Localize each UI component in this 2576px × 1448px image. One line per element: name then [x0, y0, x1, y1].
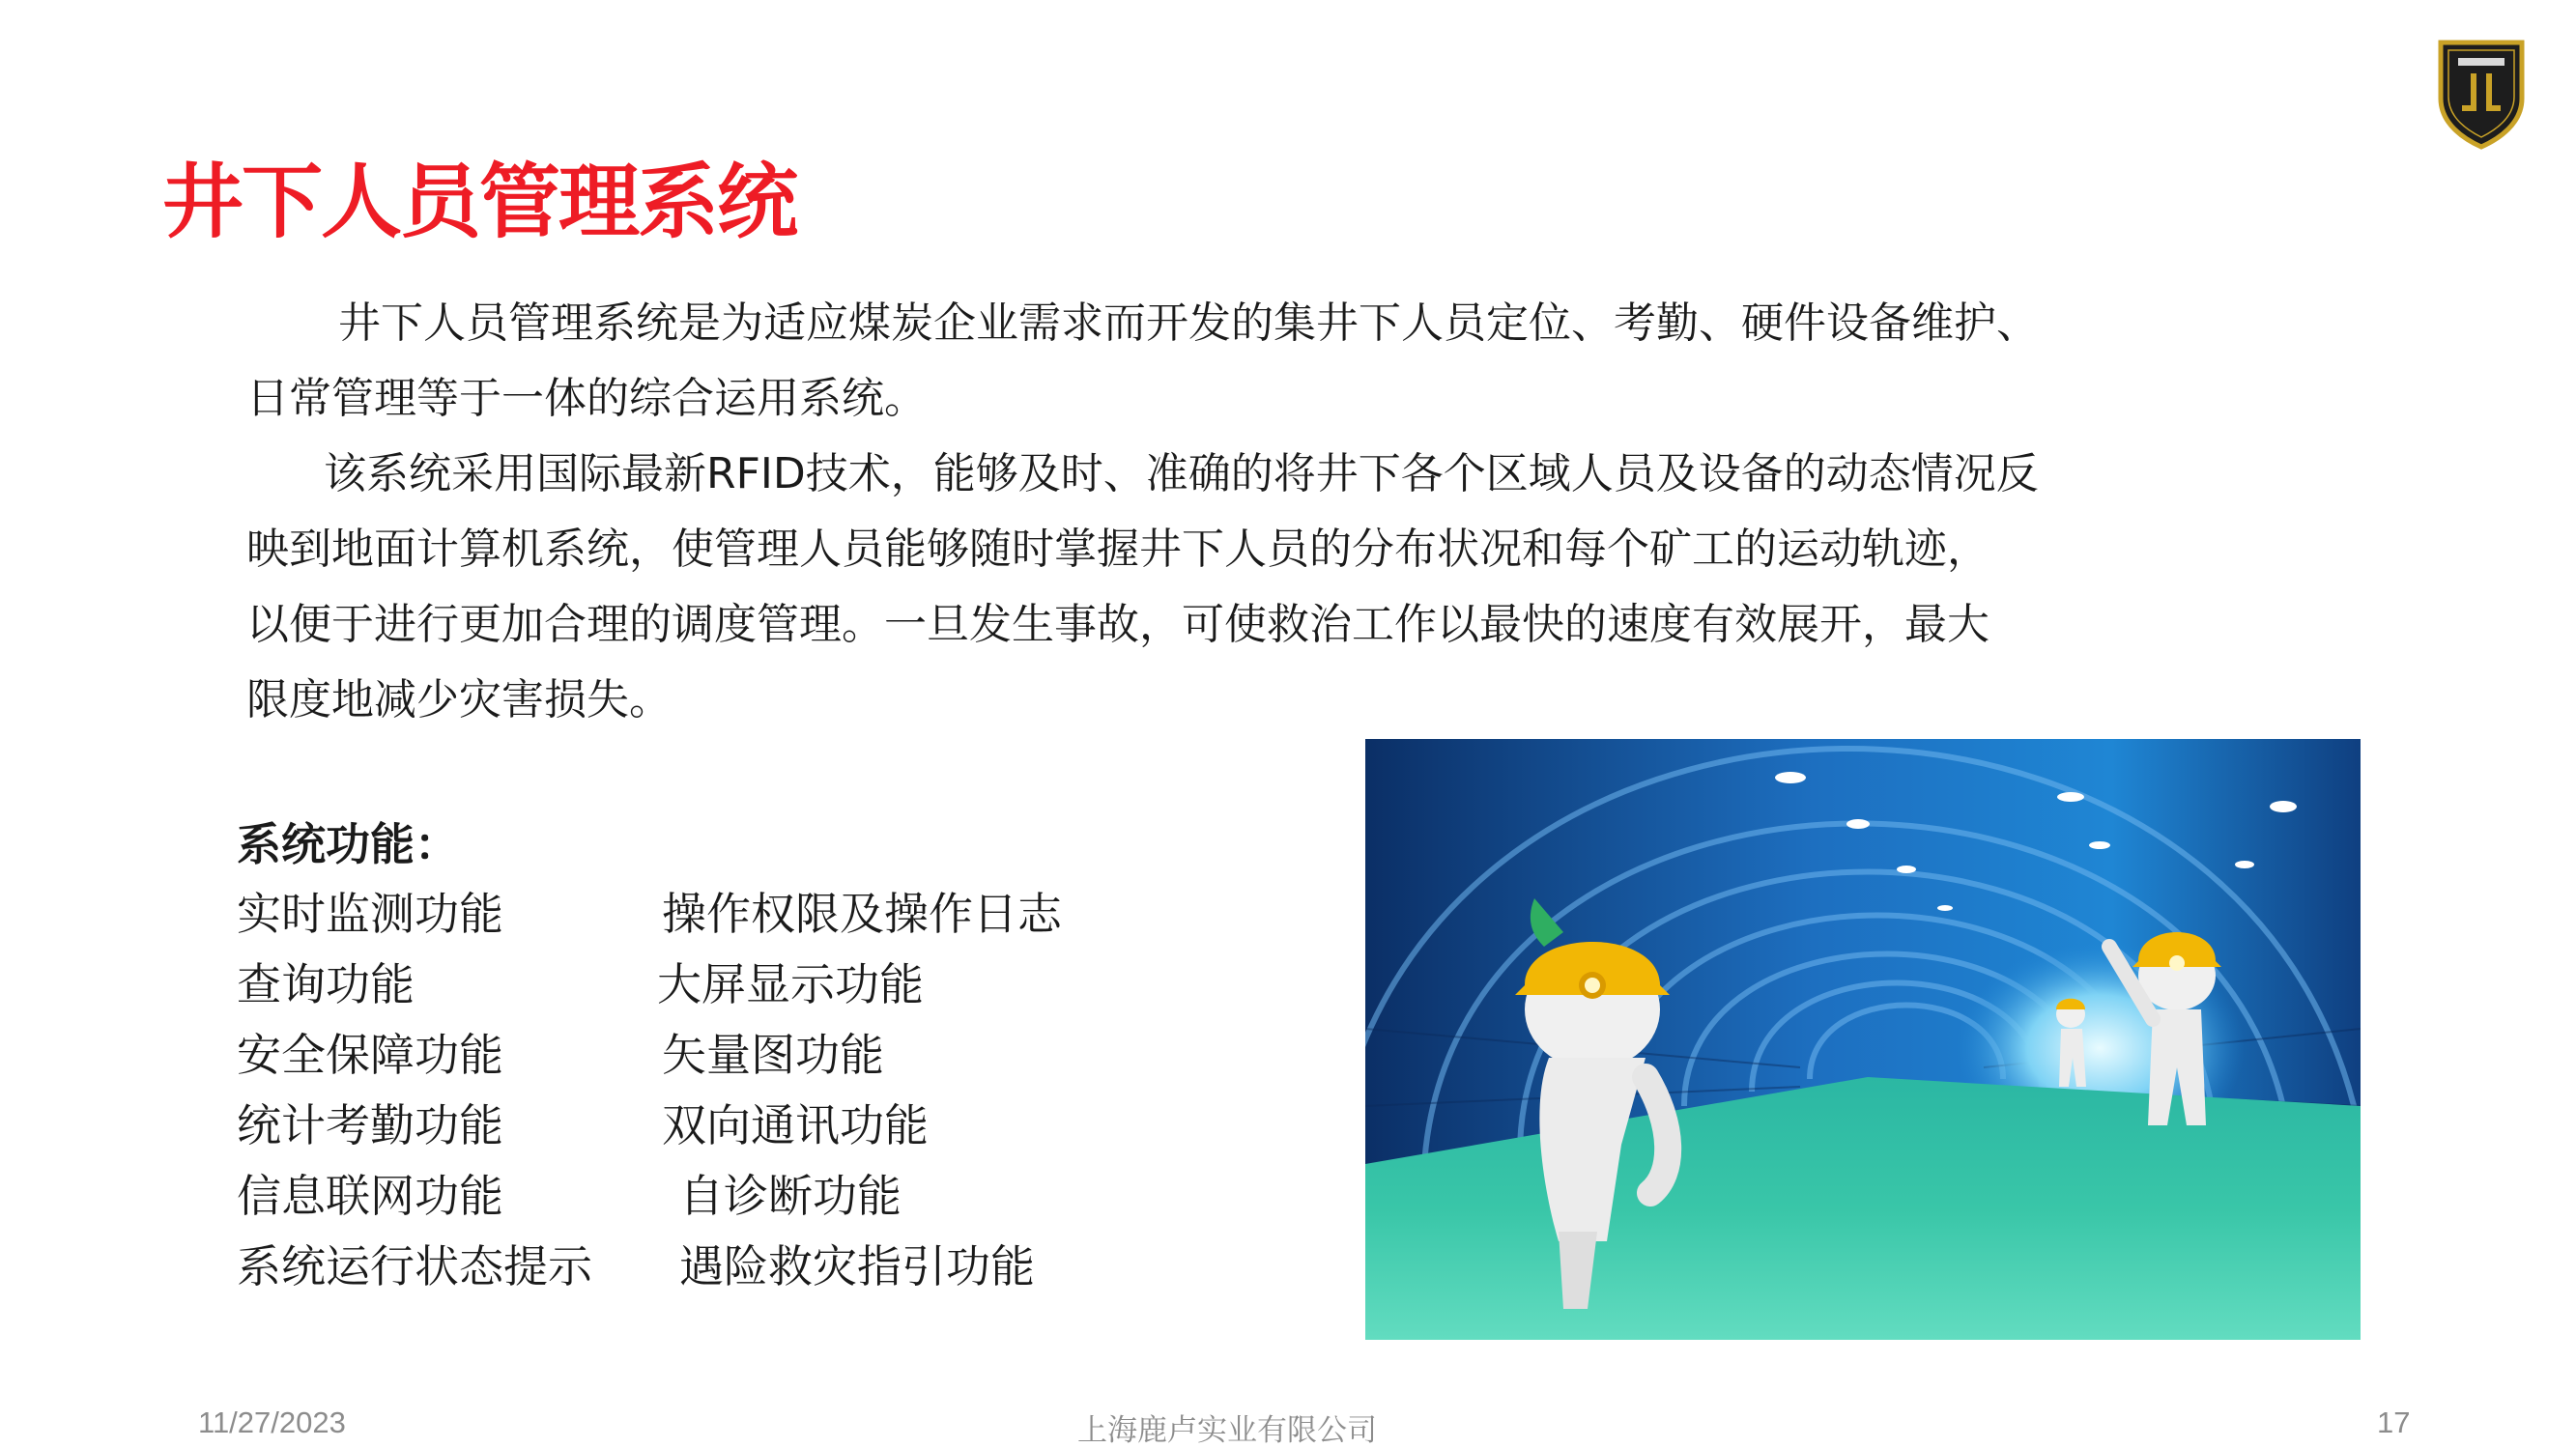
feature-item: 大屏显示功能 [657, 958, 924, 1010]
feature-item: 信息联网功能 [237, 1170, 503, 1222]
feature-item: 双向通讯功能 [662, 1099, 929, 1151]
company-shield-logo-icon [2435, 39, 2528, 151]
footer-date: 11/27/2023 [198, 1405, 346, 1439]
feature-item: 操作权限及操作日志 [662, 888, 1062, 940]
feature-item: 安全保障功能 [237, 1029, 503, 1081]
tunnel-miners-illustration [1365, 739, 2361, 1340]
footer-page-number: 17 [2377, 1405, 2411, 1439]
intro-line: 该系统采用国际最新RFID技术，能够及时、准确的将井下各个区域人员及设备的动态情况反 [324, 449, 2039, 498]
intro-text [246, 286, 2343, 738]
feature-item: 统计考勤功能 [237, 1099, 503, 1151]
page-title: 井下人员管理系统 [162, 155, 797, 249]
intro-line: 井下人员管理系统是为适应煤炭企业需求而开发的集井下人员定位、考勤、硬件设备维护、 [338, 298, 2039, 348]
intro-line: 映到地面计算机系统，使管理人员能够随时掌握井下人员的分布状况和每个矿工的运动轨迹， [246, 525, 1989, 574]
intro-line: 限度地减少灾害损失。 [246, 675, 672, 724]
feature-item: 矢量图功能 [662, 1029, 884, 1081]
feature-item: 实时监测功能 [237, 888, 503, 940]
feature-item: 系统运行状态提示 [237, 1240, 592, 1292]
intro-line: 日常管理等于一体的综合运用系统。 [246, 374, 927, 423]
feature-item: 自诊断功能 [679, 1170, 902, 1222]
feature-item: 查询功能 [237, 958, 415, 1010]
intro-line: 以便于进行更加合理的调度管理。一旦发生事故，可使救治工作以最快的速度有效展开，最大 [246, 600, 1989, 649]
footer-company: 上海鹿卢实业有限公司 [1077, 1413, 1377, 1447]
feature-item: 遇险救灾指引功能 [679, 1240, 1035, 1292]
feature-list-heading: 系统功能： [237, 818, 459, 870]
